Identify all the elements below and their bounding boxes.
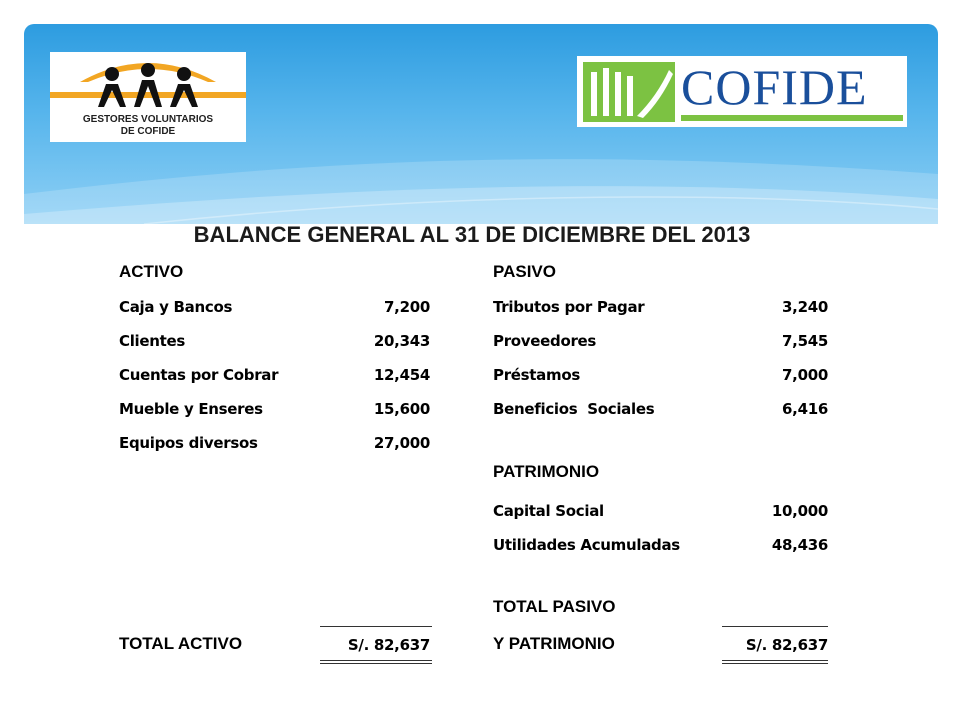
patrimonio-row-value: 10,000 (771, 502, 828, 520)
activo-row-value: 20,343 (373, 332, 430, 350)
activo-row-label: Equipos diversos (119, 434, 258, 452)
activo-row-value: 7,200 (384, 298, 430, 316)
pasivo-row-value: 7,545 (782, 332, 828, 350)
activo-row-label: Cuentas por Cobrar (119, 366, 279, 384)
total-pasivo-double-rule (722, 660, 828, 664)
cofide-green-bar (681, 115, 903, 121)
activo-row-label: Clientes (119, 332, 186, 350)
total-activo-label: TOTAL ACTIVO (119, 634, 243, 653)
total-pasivo-label-line2: Y PATRIMONIO (493, 634, 615, 653)
pasivo-row-label: Proveedores (493, 332, 597, 350)
total-activo-value: S/. 82,637 (347, 636, 430, 654)
patrimonio-row-value: 48,436 (771, 536, 828, 554)
pasivo-row-label: Beneficios Sociales (493, 400, 655, 418)
cofide-wordmark: COFIDE (681, 59, 868, 115)
activo-row-value: 12,454 (373, 366, 430, 384)
patrimonio-row-label: Capital Social (493, 502, 604, 520)
total-pasivo-label-line1: TOTAL PASIVO (493, 597, 616, 616)
total-activo-double-rule (320, 660, 432, 664)
cofide-emblem-icon (577, 56, 677, 127)
activo-row-label: Mueble y Enseres (119, 400, 263, 418)
pasivo-row-value: 3,240 (782, 298, 828, 316)
cofide-logo (577, 56, 907, 127)
logo-line1: GESTORES VOLUNTARIOS (82, 114, 214, 125)
patrimonio-row-label: Utilidades Acumuladas (493, 536, 680, 554)
logo-line2: DE COFIDE (120, 126, 176, 137)
total-pasivo-top-rule (722, 626, 828, 627)
gestores-logo (50, 52, 246, 142)
pasivo-row-label: Préstamos (493, 366, 580, 384)
pasivo-row-value: 6,416 (782, 400, 828, 418)
total-activo-top-rule (320, 626, 432, 627)
pasivo-row-value: 7,000 (782, 366, 828, 384)
patrimonio-heading: PATRIMONIO (493, 462, 600, 481)
activo-row-label: Caja y Bancos (119, 298, 233, 316)
page-title: BALANCE GENERAL AL 31 DE DICIEMBRE DEL 2013 (193, 222, 751, 247)
activo-heading: ACTIVO (119, 262, 184, 281)
pasivo-row-label: Tributos por Pagar (493, 298, 645, 316)
pasivo-heading: PASIVO (493, 262, 556, 281)
total-pasivo-value: S/. 82,637 (745, 636, 828, 654)
header-banner (24, 24, 938, 224)
activo-row-value: 27,000 (373, 434, 430, 452)
activo-row-value: 15,600 (373, 400, 430, 418)
gestores-figures-icon (50, 52, 246, 114)
